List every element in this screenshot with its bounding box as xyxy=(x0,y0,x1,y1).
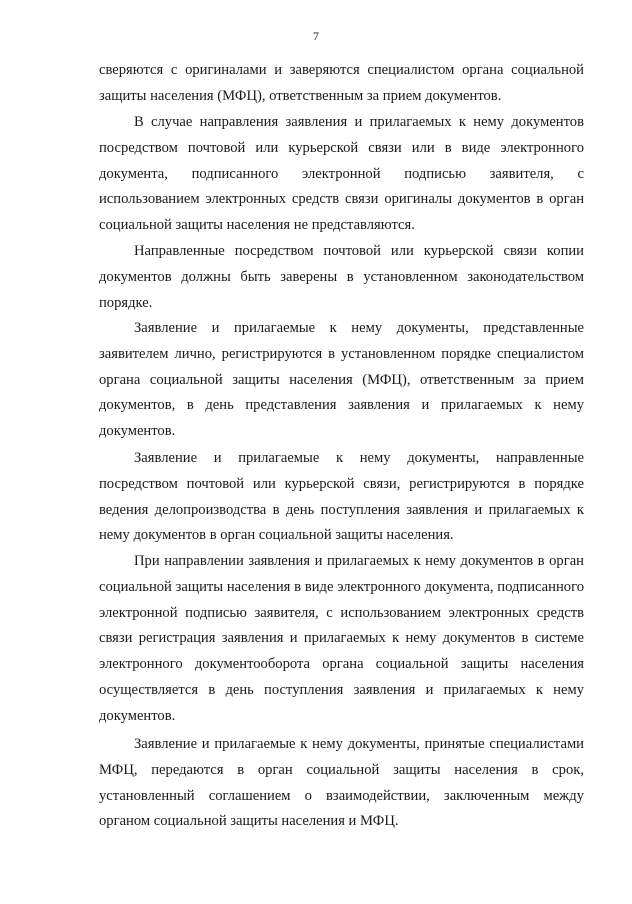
page-number: 7 xyxy=(313,29,319,43)
paragraph-personal-registration: Заявление и прилагаемые к нему документы, представленные заявителем лично, регистрируются в установленном порядке специалистом органа социальной защиты населения (МФЦ), ответственным за прием документов, в день представления заявления и прилагаемых к нему документов. xyxy=(99,320,584,440)
paragraph-postal-registration: Заявление и прилагаемые к нему документы, направленные посредством почтовой или курьерской связи, регистрируются в порядке ведения делопроизводства в день поступления заявления и прилагаемых к нему документов в орган социальной защиты населения. xyxy=(99,450,584,544)
paragraph-continuation: сверяются с оригиналами и заверяются специалистом органа социальной защиты населения (МФЦ), ответственным за прием документов. xyxy=(99,62,584,104)
paragraph-postal-submission: В случае направления заявления и прилагаемых к нему документов посредством почтовой или курьерской связи или в виде электронного документа, подписанного электронной подписью заявителя, с использованием электронных средств связи оригиналы документов в орган социальной защиты населения не представляются. xyxy=(99,114,584,234)
paragraph-electronic-registration: При направлении заявления и прилагаемых к нему документов в орган социальной защиты населения в виде электронного документа, подписанного электронной подписью заявителя, с использованием электронных средств связи регистрация заявления и прилагаемых к нему документов в системе электронного документооборота органа социальной защиты населения осуществляется в день поступления заявления и прилагаемых к нему документов. xyxy=(99,553,584,724)
paragraph-mfc-transfer: Заявление и прилагаемые к нему документы, принятые специалистами МФЦ, передаются в орган социальной защиты населения в срок, установленный соглашением о взаимодействии, заключенным между органом социальной защиты населения и МФЦ. xyxy=(99,736,584,830)
paragraph-certified-copies: Направленные посредством почтовой или курьерской связи копии документов должны быть заверены в установленном законодательством порядке. xyxy=(99,243,584,311)
